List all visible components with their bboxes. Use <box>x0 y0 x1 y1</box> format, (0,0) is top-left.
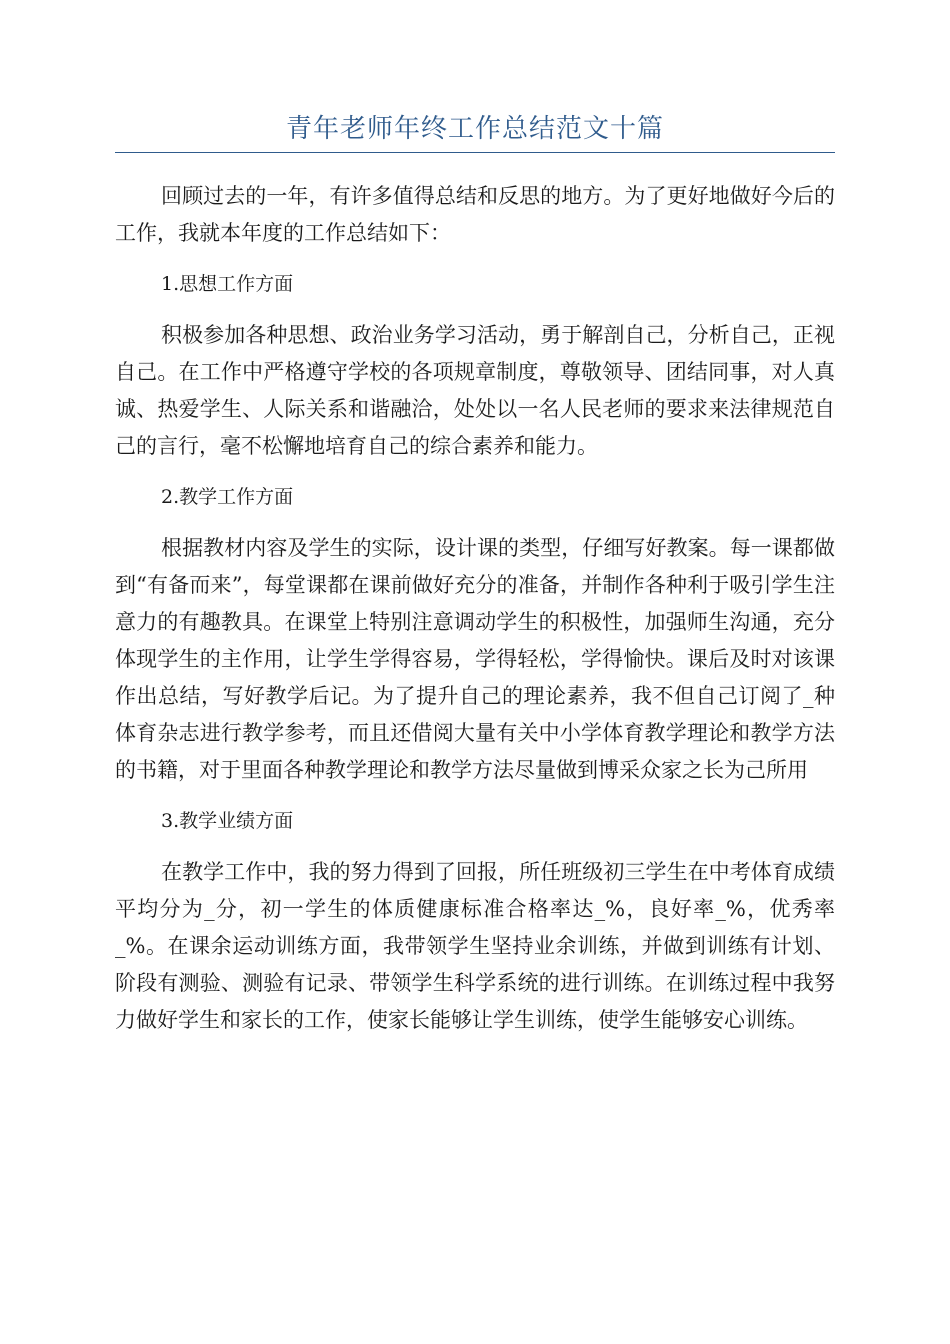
section-heading-2: 2.教学工作方面 <box>161 486 294 508</box>
section-heading-3: 3.教学业绩方面 <box>161 810 294 832</box>
section-body-2: 根据教材内容及学生的实际，设计课的类型，仔细写好教案。每一课都做到“有备而来”，每堂课都在课前做好充分的准备，并制作各种利于吸引学生注意力的有趣教具。在课堂上特别注意调动学生的积极性，加强师生沟通，充分体现学生的主作用，让学生学得容易，学得轻松，学得愉快。课后及时对该课作出总结，写好教学后记。为了提升自己的理论素养，我不但自己订阅了_种体育杂志进行教学参考，而且还借阅大量有关中小学体育教学理论和教学方法的书籍，对于里面各种教学理论和教学方法尽量做到博采众家之长为己所用 <box>115 536 835 782</box>
document-title: 青年老师年终工作总结范文十篇 <box>285 114 664 144</box>
section-body-3: 在教学工作中，我的努力得到了回报，所任班级初三学生在中考体育成绩平均分为_分，初一学生的体质健康标准合格率达_%，良好率_%，优秀率_%。在课余运动训练方面，我带领学生坚持业余训练，并做到训练有计划、阶段有测验、测验有记录、带领学生科学系统的进行训练。在训练过程中我努力做好学生和家长的工作，使家长能够让学生训练，使学生能够安心训练。 <box>115 860 835 1032</box>
title-block <box>115 112 835 153</box>
section-heading-1: 1.思想工作方面 <box>161 273 294 295</box>
section-body-1: 积极参加各种思想、政治业务学习活动，勇于解剖自己，分析自己，正视自己。在工作中严格遵守学校的各项规章制度，尊敬领导、团结同事，对人真诚、热爱学生、人际关系和谐融洽，处处以一名人民老师的要求来法律规范自己的言行，毫不松懈地培育自己的综合素养和能力。 <box>115 323 835 458</box>
document-body <box>115 178 835 1053</box>
intro-paragraph: 回顾过去的一年，有许多值得总结和反思的地方。为了更好地做好今后的工作，我就本年度的工作总结如下： <box>115 184 835 245</box>
